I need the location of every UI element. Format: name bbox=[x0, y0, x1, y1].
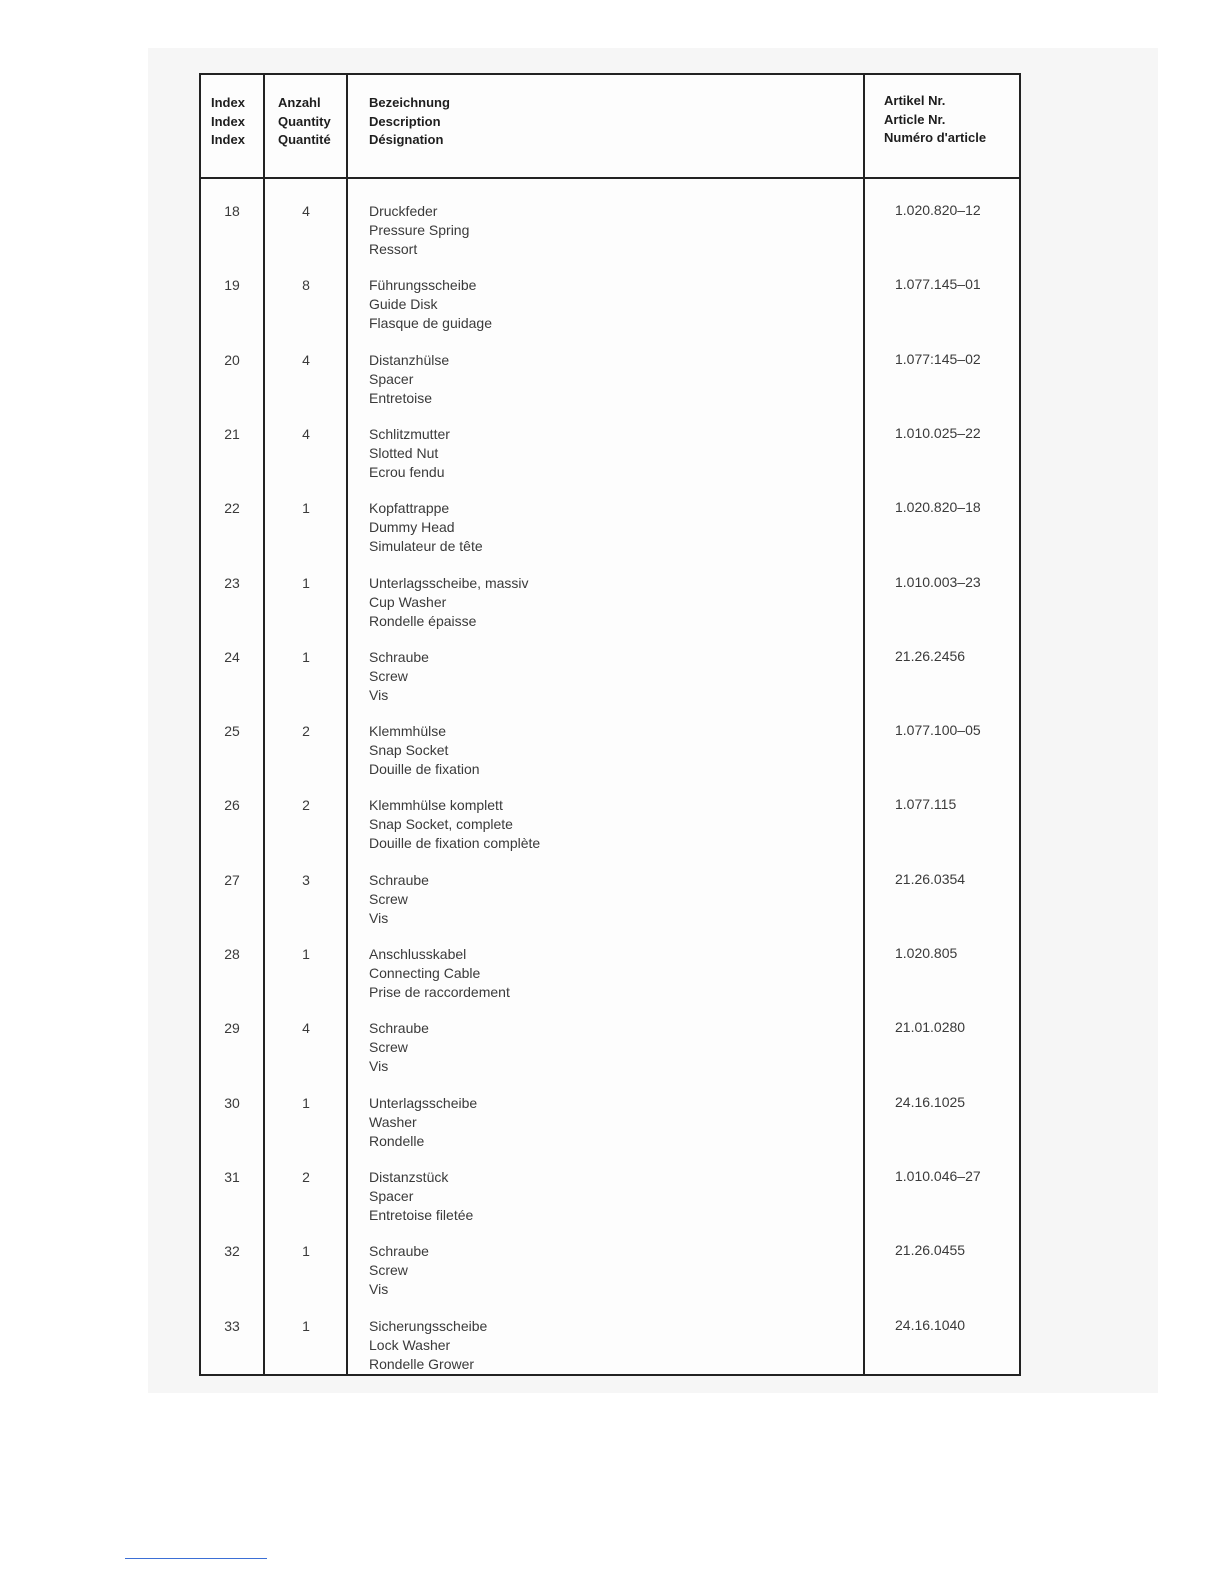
table-row bbox=[201, 273, 1019, 347]
designation-en: Snap Socket, complete bbox=[369, 816, 513, 833]
header-index-en: Index bbox=[211, 113, 245, 129]
designation-fr: Rondelle bbox=[369, 1132, 425, 1149]
designation-en: Screw bbox=[369, 667, 408, 684]
header-article-fr: Numéro d'article bbox=[884, 130, 987, 145]
row-article-number: 1.010.003–23 bbox=[895, 573, 981, 590]
row-index: 33 bbox=[224, 1317, 240, 1334]
row-index: 20 bbox=[224, 351, 240, 368]
designation-fr: Ecrou fendu bbox=[369, 463, 445, 480]
row-index: 29 bbox=[224, 1020, 240, 1037]
designation-en: Pressure Spring bbox=[369, 222, 470, 238]
row-index: 31 bbox=[224, 1168, 240, 1185]
header-designation bbox=[369, 94, 450, 150]
designation-fr: Vis bbox=[369, 686, 389, 703]
table-row bbox=[201, 571, 1019, 645]
table-row bbox=[201, 496, 1019, 570]
header-quantity bbox=[278, 94, 331, 150]
row-article-number: 21.26.0455 bbox=[895, 1242, 966, 1259]
row-quantity: 4 bbox=[302, 351, 310, 368]
designation-fr: Entretoise bbox=[369, 389, 433, 406]
header-index bbox=[211, 94, 245, 150]
row-designation bbox=[369, 1094, 477, 1151]
table-row bbox=[201, 348, 1019, 422]
table-row bbox=[201, 1016, 1019, 1090]
table-row bbox=[201, 719, 1019, 793]
row-index: 18 bbox=[224, 203, 240, 219]
table-row bbox=[201, 793, 1019, 867]
row-index: 27 bbox=[224, 871, 240, 888]
row-quantity: 4 bbox=[302, 203, 310, 219]
row-quantity: 1 bbox=[302, 500, 310, 517]
row-designation bbox=[369, 796, 540, 853]
row-article-number: 24.16.1040 bbox=[895, 1316, 966, 1333]
designation-en: Spacer bbox=[369, 1187, 414, 1204]
designation-fr: Rondelle épaisse bbox=[369, 612, 477, 629]
row-article-number: 1.077:145–02 bbox=[895, 350, 981, 367]
row-article-number: 1.010.025–22 bbox=[895, 424, 981, 441]
designation-de: Schraube bbox=[369, 1020, 429, 1037]
designation-de: Schraube bbox=[369, 871, 429, 888]
row-designation bbox=[369, 425, 450, 482]
designation-fr: Vis bbox=[369, 909, 389, 926]
row-article-number: 21.01.0280 bbox=[895, 1019, 966, 1036]
parts-list-table bbox=[199, 73, 1021, 1376]
designation-fr: Flasque de guidage bbox=[369, 315, 492, 332]
designation-en: Guide Disk bbox=[369, 296, 438, 313]
header-article-en: Article Nr. bbox=[884, 111, 946, 127]
designation-en: Snap Socket bbox=[369, 742, 449, 759]
designation-en: Connecting Cable bbox=[369, 965, 481, 981]
designation-de: Klemmhülse komplett bbox=[369, 797, 503, 814]
row-index: 22 bbox=[224, 500, 240, 517]
designation-fr: Vis bbox=[369, 1058, 389, 1075]
row-quantity: 2 bbox=[302, 797, 310, 814]
row-quantity: 1 bbox=[302, 648, 310, 665]
row-article-number: 1.020.805 bbox=[895, 945, 958, 961]
row-quantity: 4 bbox=[302, 425, 310, 442]
designation-en: Screw bbox=[369, 1039, 408, 1056]
designation-de: Schraube bbox=[369, 648, 429, 665]
designation-fr: Vis bbox=[369, 1281, 389, 1298]
row-designation bbox=[369, 1168, 473, 1225]
row-designation bbox=[369, 574, 529, 631]
designation-de: Führungsscheibe bbox=[369, 277, 477, 294]
row-index: 26 bbox=[224, 797, 240, 814]
designation-de: Klemmhülse bbox=[369, 723, 447, 740]
row-quantity: 2 bbox=[302, 723, 310, 740]
row-designation bbox=[369, 945, 510, 1002]
table-row bbox=[201, 199, 1019, 273]
table-row bbox=[201, 1165, 1019, 1239]
row-index: 25 bbox=[224, 723, 240, 740]
designation-fr: Simulateur de tête bbox=[369, 538, 483, 555]
designation-de: Anschlusskabel bbox=[369, 946, 467, 962]
row-index: 32 bbox=[224, 1243, 240, 1260]
header-designation-de: Bezeichnung bbox=[369, 95, 450, 110]
header-quantity-fr: Quantité bbox=[278, 132, 331, 147]
row-designation bbox=[369, 351, 449, 408]
table-row bbox=[201, 942, 1019, 1016]
row-article-number: 1.020.820–12 bbox=[895, 202, 981, 218]
row-designation bbox=[369, 499, 483, 556]
row-article-number: 1.020.820–18 bbox=[895, 499, 981, 516]
header-article bbox=[884, 92, 986, 148]
row-article-number: 1.077.100–05 bbox=[895, 722, 981, 739]
designation-fr: Rondelle Grower bbox=[369, 1355, 475, 1372]
row-quantity: 1 bbox=[302, 1094, 310, 1111]
row-quantity: 1 bbox=[302, 1243, 310, 1260]
header-divider bbox=[201, 177, 1019, 179]
row-designation bbox=[369, 276, 492, 333]
row-quantity: 4 bbox=[302, 1020, 310, 1037]
row-index: 24 bbox=[224, 648, 240, 665]
header-index-fr: Index bbox=[211, 132, 245, 147]
row-article-number: 1.010.046–27 bbox=[895, 1167, 981, 1184]
row-designation bbox=[369, 871, 429, 928]
designation-de: Sicherungsscheibe bbox=[369, 1317, 488, 1334]
designation-en: Lock Washer bbox=[369, 1336, 451, 1353]
header-quantity-de: Anzahl bbox=[278, 95, 321, 110]
header-article-de: Artikel Nr. bbox=[884, 93, 946, 108]
row-designation bbox=[369, 1317, 487, 1374]
table-row bbox=[201, 1239, 1019, 1313]
row-index: 30 bbox=[224, 1094, 240, 1111]
row-designation bbox=[369, 1242, 429, 1299]
row-designation bbox=[369, 202, 469, 259]
footer-rule bbox=[125, 1558, 267, 1559]
designation-de: Kopfattrappe bbox=[369, 500, 450, 517]
row-index: 23 bbox=[224, 574, 240, 591]
row-index: 21 bbox=[224, 425, 240, 442]
row-article-number: 24.16.1025 bbox=[895, 1093, 966, 1110]
row-article-number: 21.26.2456 bbox=[895, 647, 966, 664]
row-article-number: 1.077.145–01 bbox=[895, 276, 981, 293]
designation-en: Washer bbox=[369, 1113, 417, 1130]
designation-de: Distanzhülse bbox=[369, 351, 450, 368]
header-quantity-en: Quantity bbox=[278, 113, 331, 129]
designation-de: Druckfeder bbox=[369, 203, 438, 219]
designation-en: Slotted Nut bbox=[369, 444, 439, 461]
table-row bbox=[201, 868, 1019, 942]
row-index: 19 bbox=[224, 277, 240, 294]
row-designation bbox=[369, 648, 429, 705]
table-row bbox=[201, 1091, 1019, 1165]
row-quantity: 2 bbox=[302, 1168, 310, 1185]
row-article-number: 1.077.115 bbox=[895, 796, 957, 813]
designation-fr: Douille de fixation bbox=[369, 761, 480, 778]
designation-de: Schraube bbox=[369, 1243, 429, 1260]
table-row bbox=[201, 422, 1019, 496]
designation-fr: Ressort bbox=[369, 241, 418, 257]
designation-fr: Prise de raccordement bbox=[369, 984, 510, 1000]
row-quantity: 3 bbox=[302, 871, 310, 888]
designation-de: Distanzstück bbox=[369, 1168, 449, 1185]
table-row bbox=[201, 645, 1019, 719]
header-designation-en: Description bbox=[369, 113, 441, 129]
row-designation bbox=[369, 722, 480, 779]
row-article-number: 21.26.0354 bbox=[895, 870, 966, 887]
designation-en: Screw bbox=[369, 890, 408, 907]
designation-fr: Entretoise filetée bbox=[369, 1206, 474, 1223]
designation-en: Screw bbox=[369, 1262, 408, 1279]
header-designation-fr: Désignation bbox=[369, 132, 444, 147]
designation-en: Cup Washer bbox=[369, 593, 447, 610]
row-quantity: 1 bbox=[302, 1317, 310, 1334]
designation-de: Unterlagsscheibe bbox=[369, 1094, 478, 1111]
designation-de: Unterlagsscheibe, massiv bbox=[369, 574, 529, 591]
row-quantity: 1 bbox=[302, 574, 310, 591]
row-designation bbox=[369, 1019, 429, 1076]
designation-fr: Douille de fixation complète bbox=[369, 835, 541, 852]
row-quantity: 8 bbox=[302, 277, 310, 294]
row-index: 28 bbox=[224, 946, 240, 962]
designation-de: Schlitzmutter bbox=[369, 425, 450, 442]
table-row bbox=[201, 1314, 1019, 1388]
row-quantity: 1 bbox=[302, 946, 310, 962]
designation-en: Spacer bbox=[369, 370, 414, 387]
designation-en: Dummy Head bbox=[369, 519, 455, 536]
header-index-de: Index bbox=[211, 95, 245, 110]
